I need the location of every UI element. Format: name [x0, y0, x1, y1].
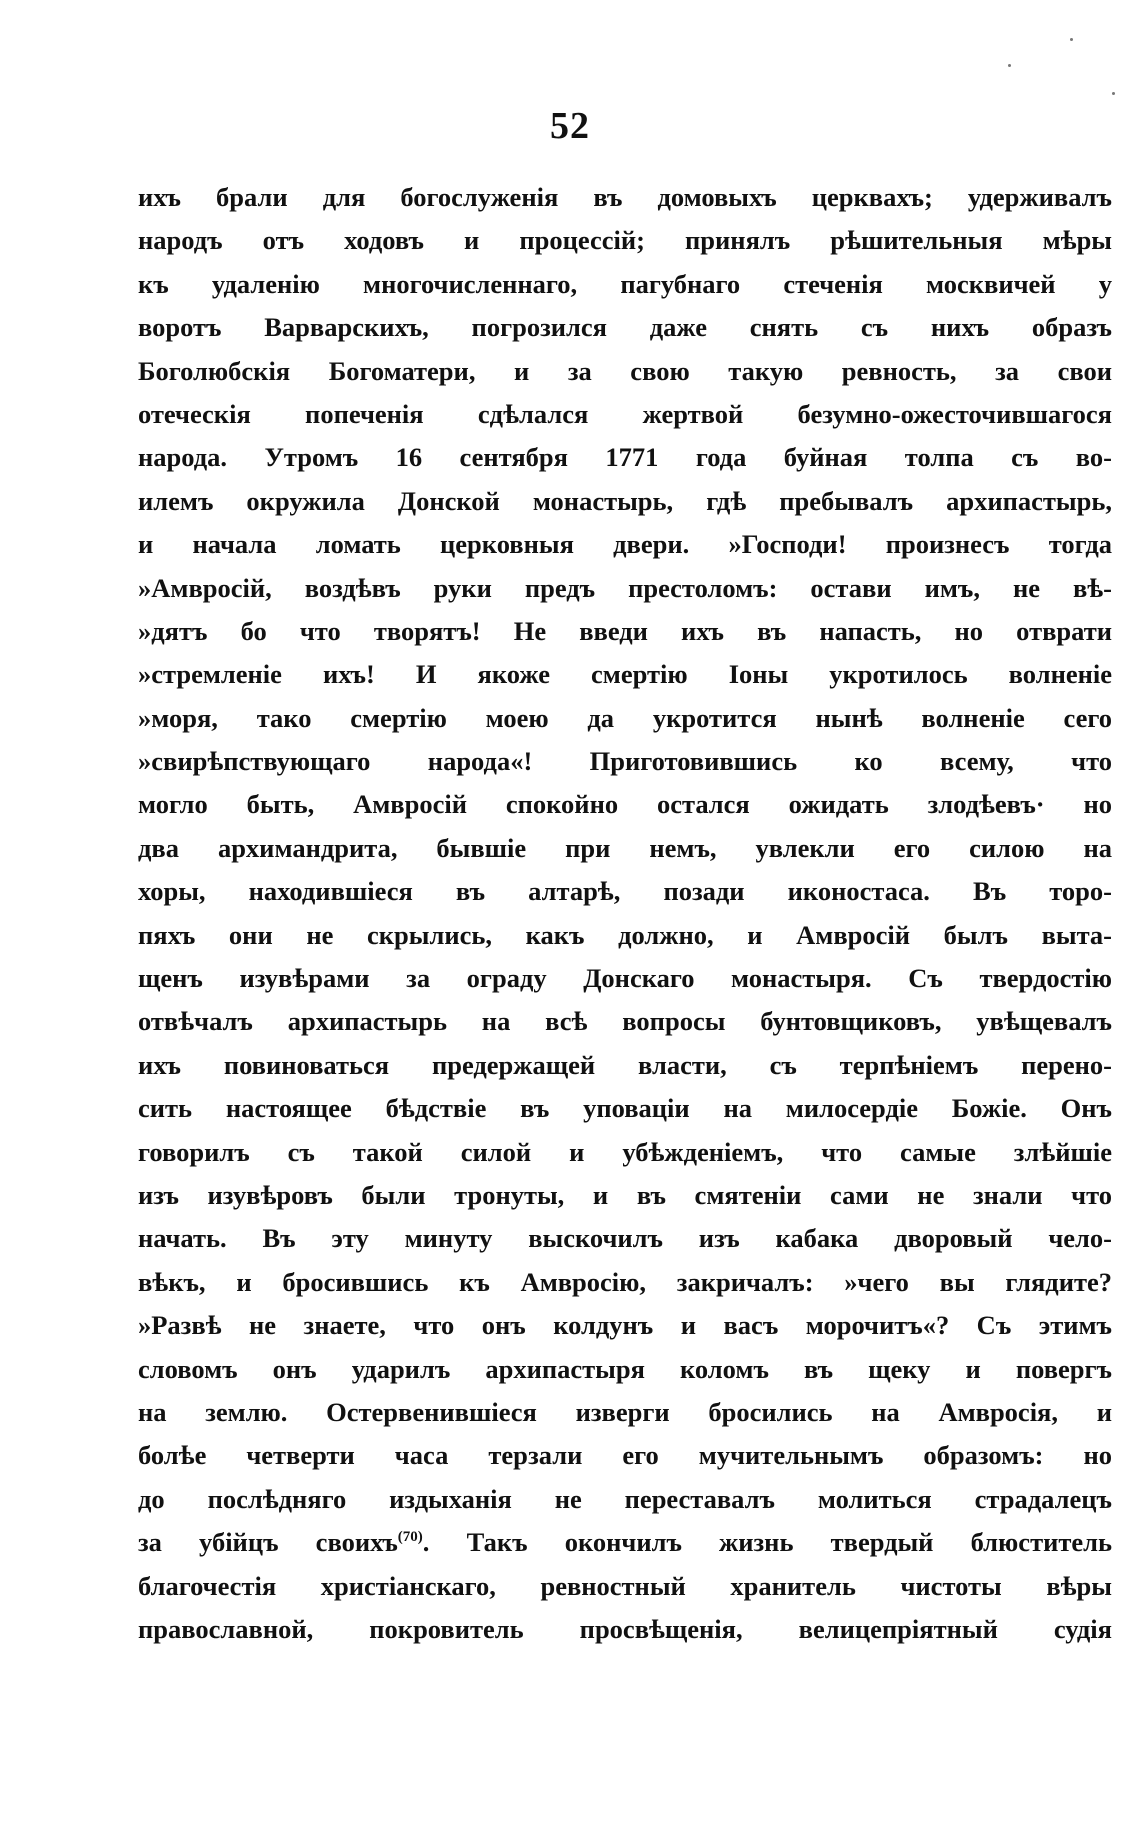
text-line-13: »моря, тако смертію моею да укротится нынѣ волненіе сего — [138, 702, 1112, 733]
text-line-5: Боголюбскія Богоматери, и за свою такую ревность, за свои — [138, 355, 1112, 386]
text-line-2: народъ отъ ходовъ и процессій; принялъ рѣшительныя мѣры — [138, 225, 1112, 256]
text-line-21: ихъ повиноваться предержащей власти, съ терпѣніемъ перено- — [138, 1049, 1112, 1080]
text-line-30: болѣе четверти часа терзали его мучительнымъ образомъ: но — [138, 1440, 1112, 1471]
footnote-line-before: за убійцъ своихъ — [138, 1527, 398, 1558]
text-line-28: словомъ онъ ударилъ архипастыря коломъ въ щеку и повергъ — [138, 1353, 1112, 1384]
text-line-8: илемъ окружила Донской монастырь, гдѣ пребывалъ архипастырь, — [138, 485, 1112, 516]
text-line-11: »дятъ бо что творятъ! Не введи ихъ въ напасть, но отврати — [138, 615, 1112, 646]
text-line-24: изъ изувѣровъ были тронуты, и въ смятеніи сами не знали что — [138, 1179, 1112, 1210]
text-line-33: благочестія христіанскаго, ревностный хранитель чистоты вѣры — [138, 1570, 1112, 1601]
text-line-10: »Амвросій, воздѣвъ руки предъ престоломъ: остави имъ, не вѣ- — [138, 572, 1112, 603]
text-line-26: вѣкъ, и бросившись къ Амвросію, закричалъ: »чего вы глядите? — [138, 1266, 1112, 1297]
text-line-19: щенъ изувѣрами за ограду Донскаго монастыря. Съ твердостію — [138, 963, 1112, 994]
text-line-25: начать. Въ эту минуту выскочилъ изъ кабака дворовый чело- — [138, 1223, 1112, 1254]
text-line-31: до послѣдняго издыханія не переставалъ молиться страдалецъ — [138, 1483, 1112, 1514]
text-line-12: »стремленіе ихъ! И якоже смертію Іоны укротилось волненіе — [138, 659, 1112, 690]
scan-speck — [1112, 92, 1115, 95]
text-line-6: отеческія попеченія сдѣлался жертвой безумно-ожесточившагося — [138, 398, 1112, 429]
page-number: 52 — [550, 105, 590, 147]
text-line-4: воротъ Варварскихъ, погрозился даже снять съ нихъ образъ — [138, 312, 1112, 343]
scan-speck — [1070, 38, 1073, 41]
body-text — [138, 176, 1112, 1651]
text-line-27: »Развѣ не знаете, что онъ колдунъ и васъ морочитъ«? Съ этимъ — [138, 1310, 1112, 1341]
text-line-3: къ удаленію многочисленнаго, пагубнаго стеченія москвичей у — [138, 268, 1112, 299]
text-line-1: ихъ брали для богослуженія въ домовыхъ церквахъ; удерживалъ — [138, 182, 1112, 212]
text-line-20: отвѣчалъ архипастырь на всѣ вопросы бунтовщиковъ, увѣщевалъ — [138, 1006, 1112, 1037]
text-line-14: »свирѣпствующаго народа«! Приготовившись ко всему, что — [138, 746, 1112, 777]
text-line-23: говорилъ съ такой силой и убѣжденіемъ, что самые злѣйшіе — [138, 1136, 1112, 1167]
text-line-29: на землю. Остервенившіеся изверги бросились на Амвросія, и — [138, 1396, 1112, 1427]
text-line-16: два архимандрита, бывшіе при немъ, увлекли его силою на — [138, 832, 1112, 863]
text-line-34: православной, покровитель просвѣщенія, велицепріятный судія — [138, 1613, 1112, 1644]
text-line-17: хоры, находившіеся въ алтарѣ, позади иконостаса. Въ торо- — [138, 876, 1112, 907]
footnote-reference[interactable]: (70) — [397, 1529, 423, 1546]
footnote-line-after: . Такъ окончилъ жизнь твердый блюститель — [422, 1527, 1112, 1558]
text-line-7: народа. Утромъ 16 сентября 1771 года буйная толпа съ во- — [138, 442, 1112, 473]
text-line-15: могло быть, Амвросій спокойно остался ожидать злодѣевъ· но — [138, 789, 1112, 820]
text-line-9: и начала ломать церковныя двери. »Господи! произнесъ тогда — [138, 529, 1112, 560]
text-line-32-with-footnote — [138, 1521, 1112, 1564]
text-line-22: сить настоящее бѣдствіе въ уповаціи на милосердіе Божіе. Онъ — [138, 1093, 1112, 1124]
scan-speck — [1008, 64, 1011, 67]
text-line-18: пяхъ они не скрылись, какъ должно, и Амвросій былъ выта- — [138, 919, 1112, 950]
